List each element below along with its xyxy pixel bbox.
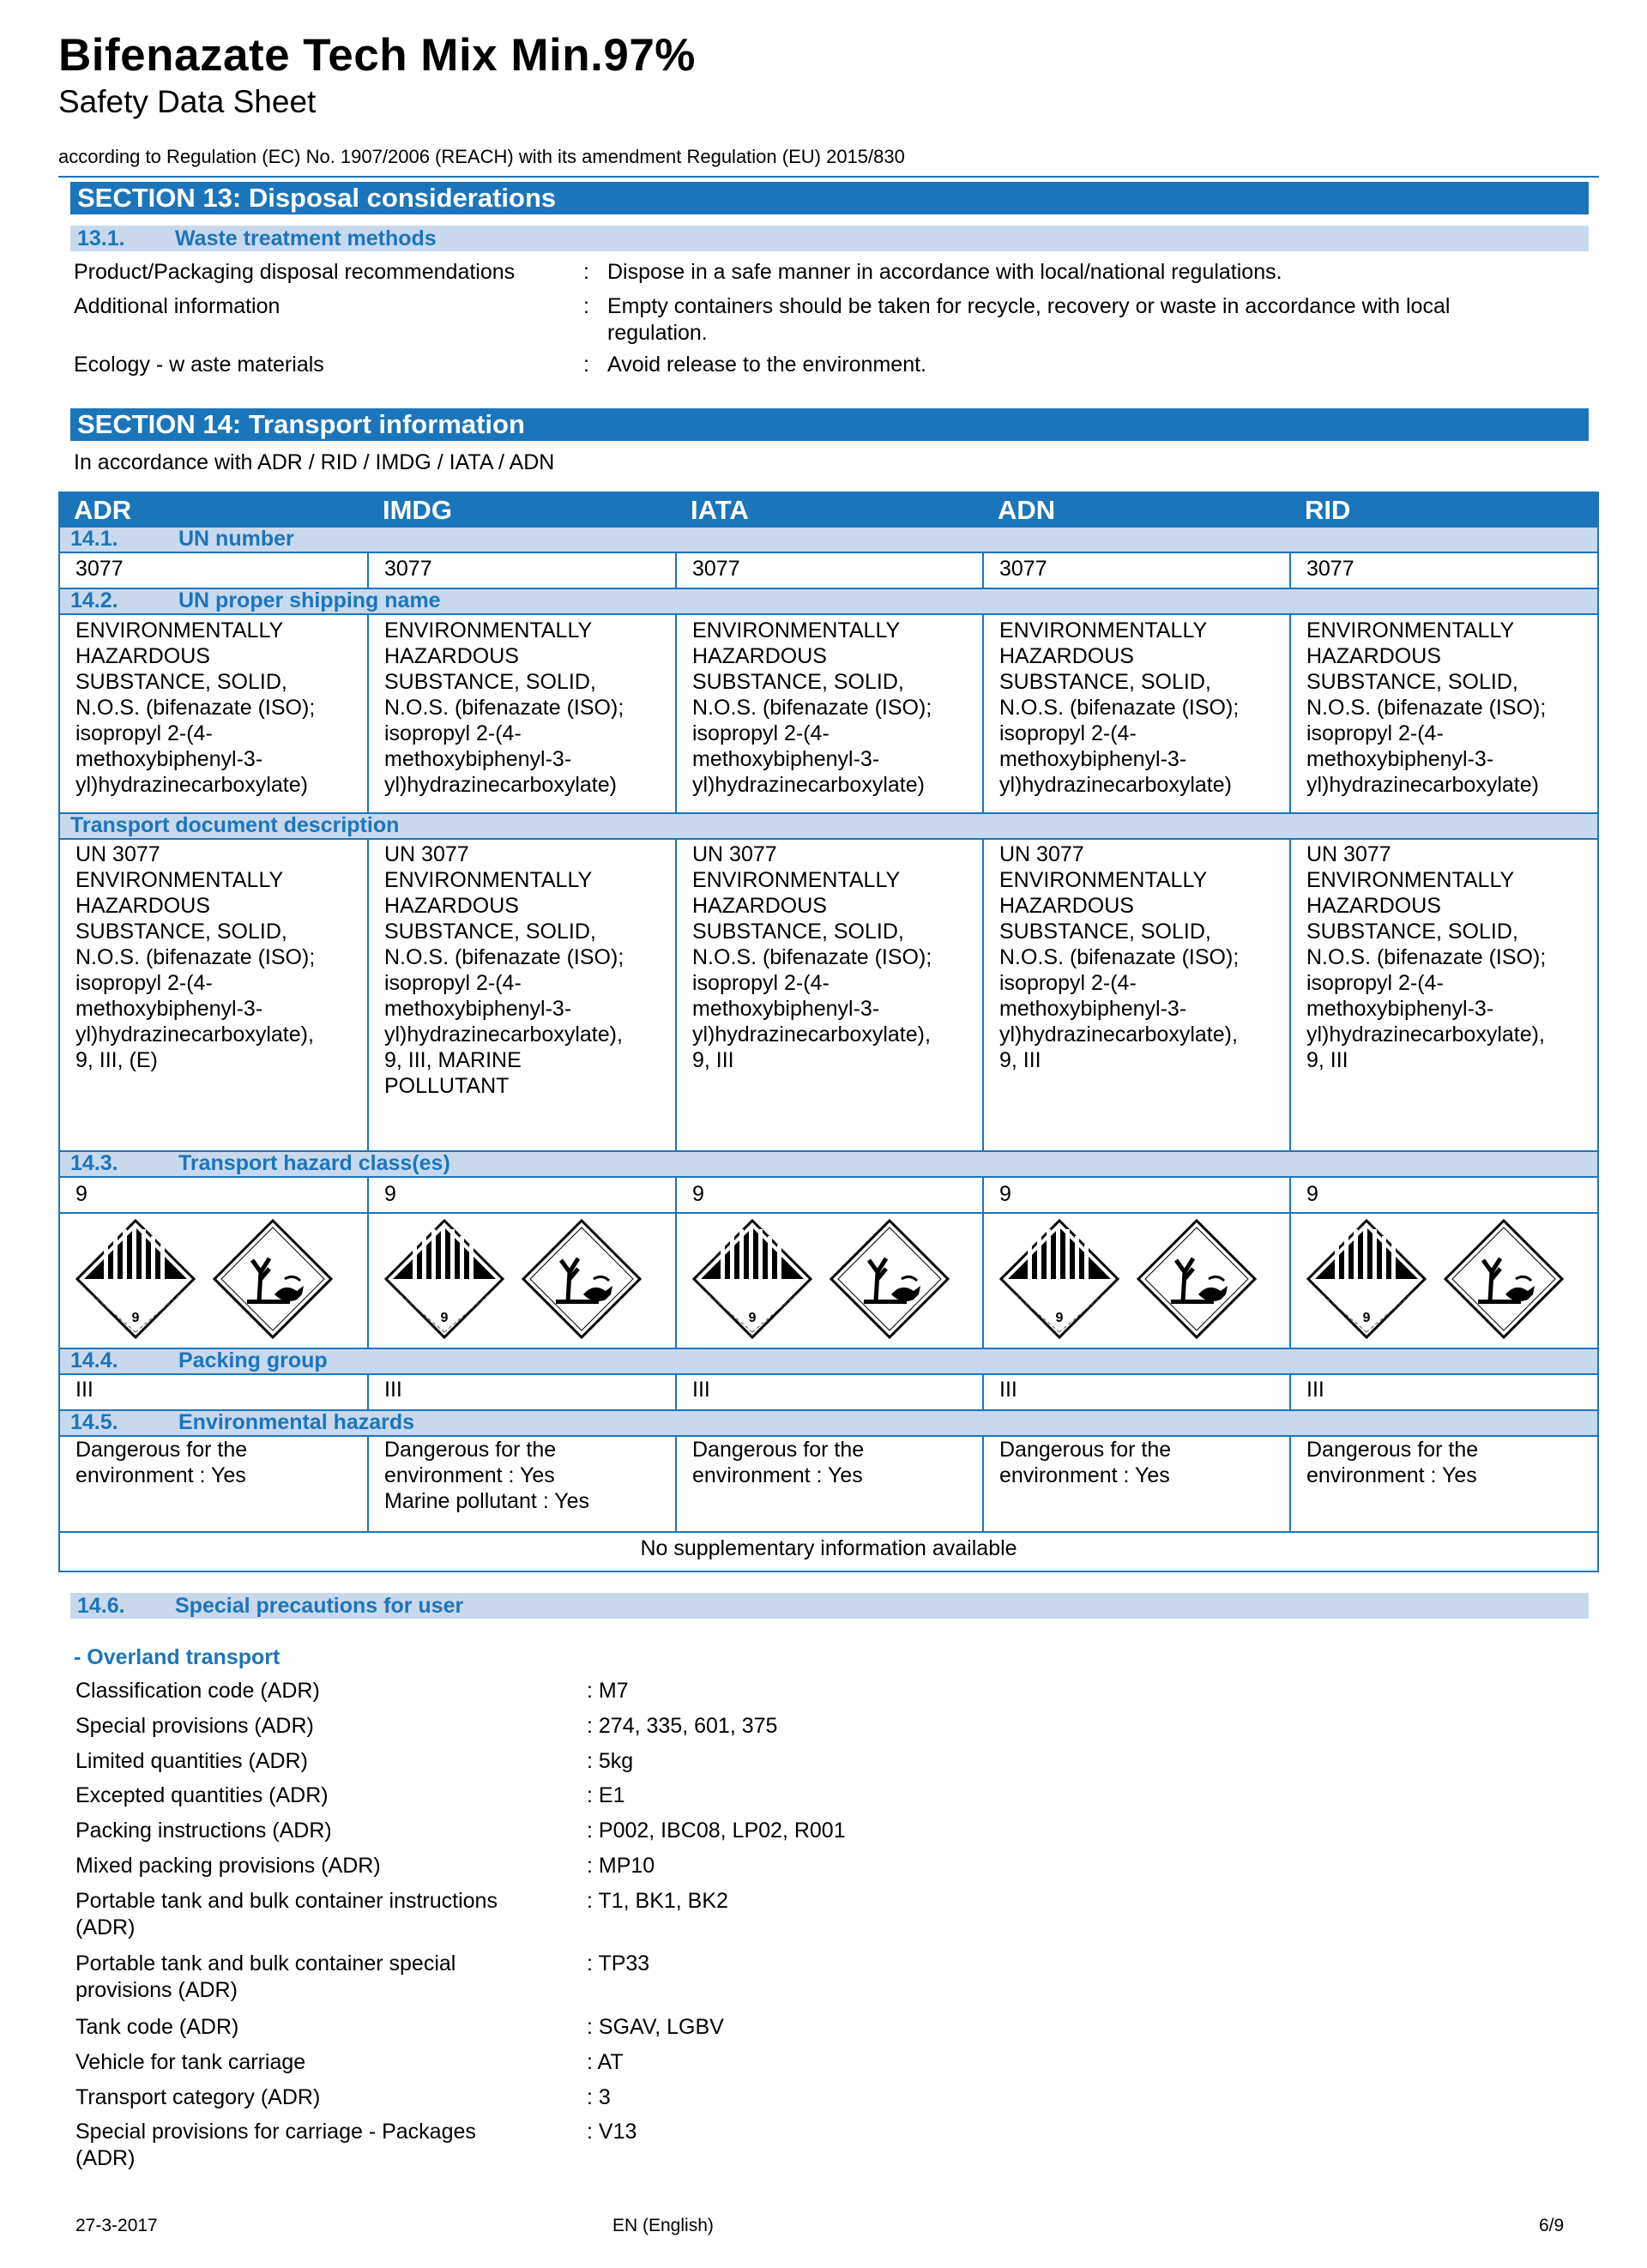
col-adr: ADR (74, 495, 132, 525)
overland-value: : MP10 (587, 1854, 655, 1878)
subsection-number: 14.1. (70, 527, 118, 551)
class-9-icon (386, 1221, 503, 1337)
col-divider (982, 553, 984, 1531)
col-imdg: IMDG (383, 495, 452, 525)
pictogram-label: 9 (1362, 1311, 1371, 1325)
env-hazards-rid: Dangerous for the environment : Yes (1306, 1438, 1479, 1487)
row-value: Empty containers should be taken for recycle, recovery or waste in accordance with local regulation. (607, 294, 1451, 345)
pictograms-iata (692, 1219, 967, 1343)
shipping-name-imdg: ENVIRONMENTALLY HAZARDOUS SUBSTANCE, SOLID, N.O.S. (bifenazate (ISO); isopropyl 2-(4- methoxybiphenyl-3- yl)hydrazinecarboxylate) (384, 618, 624, 797)
overland-transport-title: - Overland transport (74, 1645, 281, 1669)
overland-value: : P002, IBC08, LP02, R001 (587, 1819, 846, 1843)
un-number-iata: 3077 (692, 557, 740, 581)
overland-value: : M7 (587, 1679, 629, 1703)
col-divider (367, 553, 369, 1531)
packing-group-rid: III (1306, 1378, 1324, 1402)
subsection-title: Transport hazard class(es) (178, 1151, 450, 1175)
overland-value: : 274, 335, 601, 375 (587, 1714, 778, 1738)
overland-label: Classification code (ADR) (75, 1679, 320, 1703)
hazard-class-imdg: 9 (384, 1182, 396, 1206)
overland-label: Packing instructions (ADR) (75, 1819, 332, 1843)
overland-list (75, 1678, 1534, 2175)
overland-value: : E1 (587, 1783, 625, 1807)
pictograms-adr (75, 1219, 350, 1343)
shipping-name-adn: ENVIRONMENTALLY HAZARDOUS SUBSTANCE, SOLID, N.O.S. (bifenazate (ISO); isopropyl 2-(4- methoxybiphenyl-3- yl)hydrazinecarboxylate) (999, 618, 1240, 797)
table-header (60, 493, 1597, 528)
shipping-name-iata: ENVIRONMENTALLY HAZARDOUS SUBSTANCE, SOLID, N.O.S. (bifenazate (ISO); isopropyl 2-(4- methoxybiphenyl-3- yl)hydrazinecarboxylate) (692, 618, 932, 797)
transport-doc-adn: UN 3077 ENVIRONMENTALLY HAZARDOUS SUBSTANCE, SOLID, N.O.S. (bifenazate (ISO); isopropyl 2-(4- methoxybiphenyl-3- yl)hydrazinecarboxylate), 9, III (999, 842, 1240, 1072)
overland-label: Mixed packing provisions (ADR) (75, 1854, 381, 1878)
row-divider (60, 1212, 1597, 1214)
transport-doc-iata: UN 3077 ENVIRONMENTALLY HAZARDOUS SUBSTANCE, SOLID, N.O.S. (bifenazate (ISO); isopropyl 2-(4- methoxybiphenyl-3- yl)hydrazinecarboxylate), 9, III (692, 842, 932, 1072)
shipping-name-adr: ENVIRONMENTALLY HAZARDOUS SUBSTANCE, SOLID, N.O.S. (bifenazate (ISO); isopropyl 2-(4- methoxybiphenyl-3- yl)hydrazinecarboxylate) (75, 618, 316, 797)
hazard-class-iata: 9 (692, 1182, 704, 1206)
overland-value: : SGAV, LGBV (587, 2015, 724, 2039)
subsection-13-1 (70, 226, 1589, 251)
document-subtitle: Safety Data Sheet (58, 84, 317, 119)
pictogram-label: 9 (440, 1311, 449, 1325)
subsection-number: 14.5. (70, 1410, 118, 1434)
overland-value: : 5kg (587, 1749, 634, 1773)
transport-doc-adr: UN 3077 ENVIRONMENTALLY HAZARDOUS SUBSTANCE, SOLID, N.O.S. (bifenazate (ISO); isopropyl 2-(4- methoxybiphenyl-3- yl)hydrazinecarboxylate), 9, III, (E) (75, 842, 316, 1072)
pictogram-label: 9 (748, 1311, 757, 1325)
header-divider (58, 176, 1599, 178)
subsection-14-6 (70, 1593, 1589, 1619)
class-9-icon (77, 1221, 194, 1337)
un-number-adr: 3077 (75, 557, 124, 581)
subsection-title: Environmental hazards (178, 1410, 415, 1434)
env-hazards-adr: Dangerous for the environment : Yes (75, 1438, 248, 1487)
col-adn: ADN (998, 495, 1056, 525)
row-value: Dispose in a safe manner in accordance with local/national regulations. (607, 260, 1282, 284)
transport-table (58, 492, 1599, 1572)
un-number-adn: 3077 (999, 557, 1047, 581)
subsection-number: 13.1. (77, 226, 125, 250)
overland-label: Special provisions for carriage - Packages (ADR) (75, 2120, 476, 2170)
pictogram-label: 9 (1055, 1311, 1064, 1325)
pictograms-imdg (384, 1219, 659, 1343)
environment-hazard-icon (1445, 1221, 1562, 1337)
col-divider (675, 553, 677, 1531)
subsection-14-1 (60, 526, 1597, 553)
subsection-title: Packing group (178, 1348, 328, 1372)
hazard-class-adr: 9 (75, 1182, 87, 1206)
col-iata: IATA (691, 495, 749, 525)
row-label: Product/Packaging disposal recommendations (74, 260, 516, 284)
row-label: Ecology - w aste materials (74, 353, 324, 377)
overland-label: Special provisions (ADR) (75, 1714, 314, 1738)
subsection-number: 14.6. (77, 1594, 125, 1618)
subsection-14-3 (60, 1150, 1597, 1178)
subsection-title: UN proper shipping name (178, 588, 441, 612)
hazard-class-adn: 9 (999, 1182, 1011, 1206)
environment-hazard-icon (214, 1221, 331, 1337)
subsection-number: 14.4. (70, 1348, 118, 1372)
transport-document-header (60, 812, 1597, 840)
class-9-icon (1308, 1221, 1425, 1337)
col-divider (1289, 553, 1291, 1531)
subsection-14-5 (60, 1409, 1597, 1437)
subsection-14-2 (60, 588, 1597, 615)
overland-label: Portable tank and bulk container instructions (ADR) (75, 1889, 498, 1939)
environment-hazard-icon (831, 1221, 948, 1337)
pictograms-adn (999, 1219, 1274, 1343)
transport-doc-imdg: UN 3077 ENVIRONMENTALLY HAZARDOUS SUBSTANCE, SOLID, N.O.S. (bifenazate (ISO); isopropyl 2-(4- methoxybiphenyl-3- yl)hydrazinecarboxylate), 9, III, MARINE POLLUTANT (384, 842, 624, 1098)
subsection-number: 14.3. (70, 1151, 118, 1175)
regulation-line: according to Regulation (EC) No. 1907/2006 (REACH) with its amendment Regulation (EU) 2015/830 (58, 146, 905, 167)
un-number-imdg: 3077 (384, 557, 432, 581)
footer-date: 27-3-2017 (75, 2216, 158, 2235)
packing-group-iata: III (692, 1378, 710, 1402)
environment-hazard-icon (523, 1221, 640, 1337)
row-label: Additional information (74, 294, 281, 318)
subsection-title: Waste treatment methods (175, 226, 437, 250)
section-14-header: SECTION 14: Transport information (70, 408, 1589, 441)
section-13-rows (74, 259, 1584, 379)
env-hazards-imdg: Dangerous for the environment : Yes Marine pollutant : Yes (384, 1438, 590, 1513)
overland-value: : T1, BK1, BK2 (587, 1889, 728, 1913)
overland-value: : TP33 (587, 1951, 650, 1975)
overland-label: Tank code (ADR) (75, 2015, 239, 2039)
packing-group-imdg: III (384, 1378, 402, 1402)
env-hazards-iata: Dangerous for the environment : Yes (692, 1438, 865, 1487)
hazard-class-rid: 9 (1306, 1182, 1318, 1206)
overland-label: Vehicle for tank carriage (75, 2050, 306, 2074)
overland-value: : V13 (587, 2120, 637, 2144)
no-supplementary-info: No supplementary information available (640, 1536, 1017, 1560)
row-colon: : (583, 294, 589, 318)
row-colon: : (583, 353, 589, 377)
un-number-rid: 3077 (1306, 557, 1354, 581)
class-9-icon (694, 1221, 811, 1337)
subsection-14-4 (60, 1348, 1597, 1375)
overland-label: Portable tank and bulk container special provisions (ADR) (75, 1951, 456, 2002)
footer-page: 6/9 (1539, 2216, 1565, 2235)
overland-value: : AT (587, 2050, 624, 2074)
section-13-header: SECTION 13: Disposal considerations (70, 182, 1589, 214)
row-divider (60, 1531, 1597, 1533)
packing-group-adn: III (999, 1378, 1017, 1402)
transport-doc-rid: UN 3077 ENVIRONMENTALLY HAZARDOUS SUBSTANCE, SOLID, N.O.S. (bifenazate (ISO); isopropyl 2-(4- methoxybiphenyl-3- yl)hydrazinecarboxylate), 9, III (1306, 842, 1547, 1072)
class-9-icon (1001, 1221, 1118, 1337)
footer-language: EN (English) (612, 2216, 714, 2235)
shipping-name-rid: ENVIRONMENTALLY HAZARDOUS SUBSTANCE, SOLID, N.O.S. (bifenazate (ISO); isopropyl 2-(4- methoxybiphenyl-3- yl)hydrazinecarboxylate) (1306, 618, 1547, 797)
accordance-text: In accordance with ADR / RID / IMDG / IATA / ADN (74, 450, 555, 474)
overland-label: Transport category (ADR) (75, 2085, 321, 2109)
env-hazards-adn: Dangerous for the environment : Yes (999, 1438, 1172, 1487)
subsection-number: 14.2. (70, 588, 118, 612)
subsection-title: Transport document description (70, 813, 400, 837)
pictograms-rid (1306, 1219, 1581, 1343)
row-value: Avoid release to the environment. (607, 353, 926, 377)
document-title: Bifenazate Tech Mix Min.97% (58, 30, 696, 81)
subsection-title: Special precautions for user (175, 1594, 464, 1618)
overland-value: : 3 (587, 2085, 611, 2109)
pictogram-label: 9 (131, 1311, 140, 1325)
row-colon: : (583, 260, 589, 284)
subsection-title: UN number (178, 527, 294, 551)
overland-label: Limited quantities (ADR) (75, 1749, 308, 1773)
col-rid: RID (1305, 495, 1351, 525)
packing-group-adr: III (75, 1378, 94, 1402)
overland-label: Excepted quantities (ADR) (75, 1783, 329, 1807)
environment-hazard-icon (1138, 1221, 1255, 1337)
